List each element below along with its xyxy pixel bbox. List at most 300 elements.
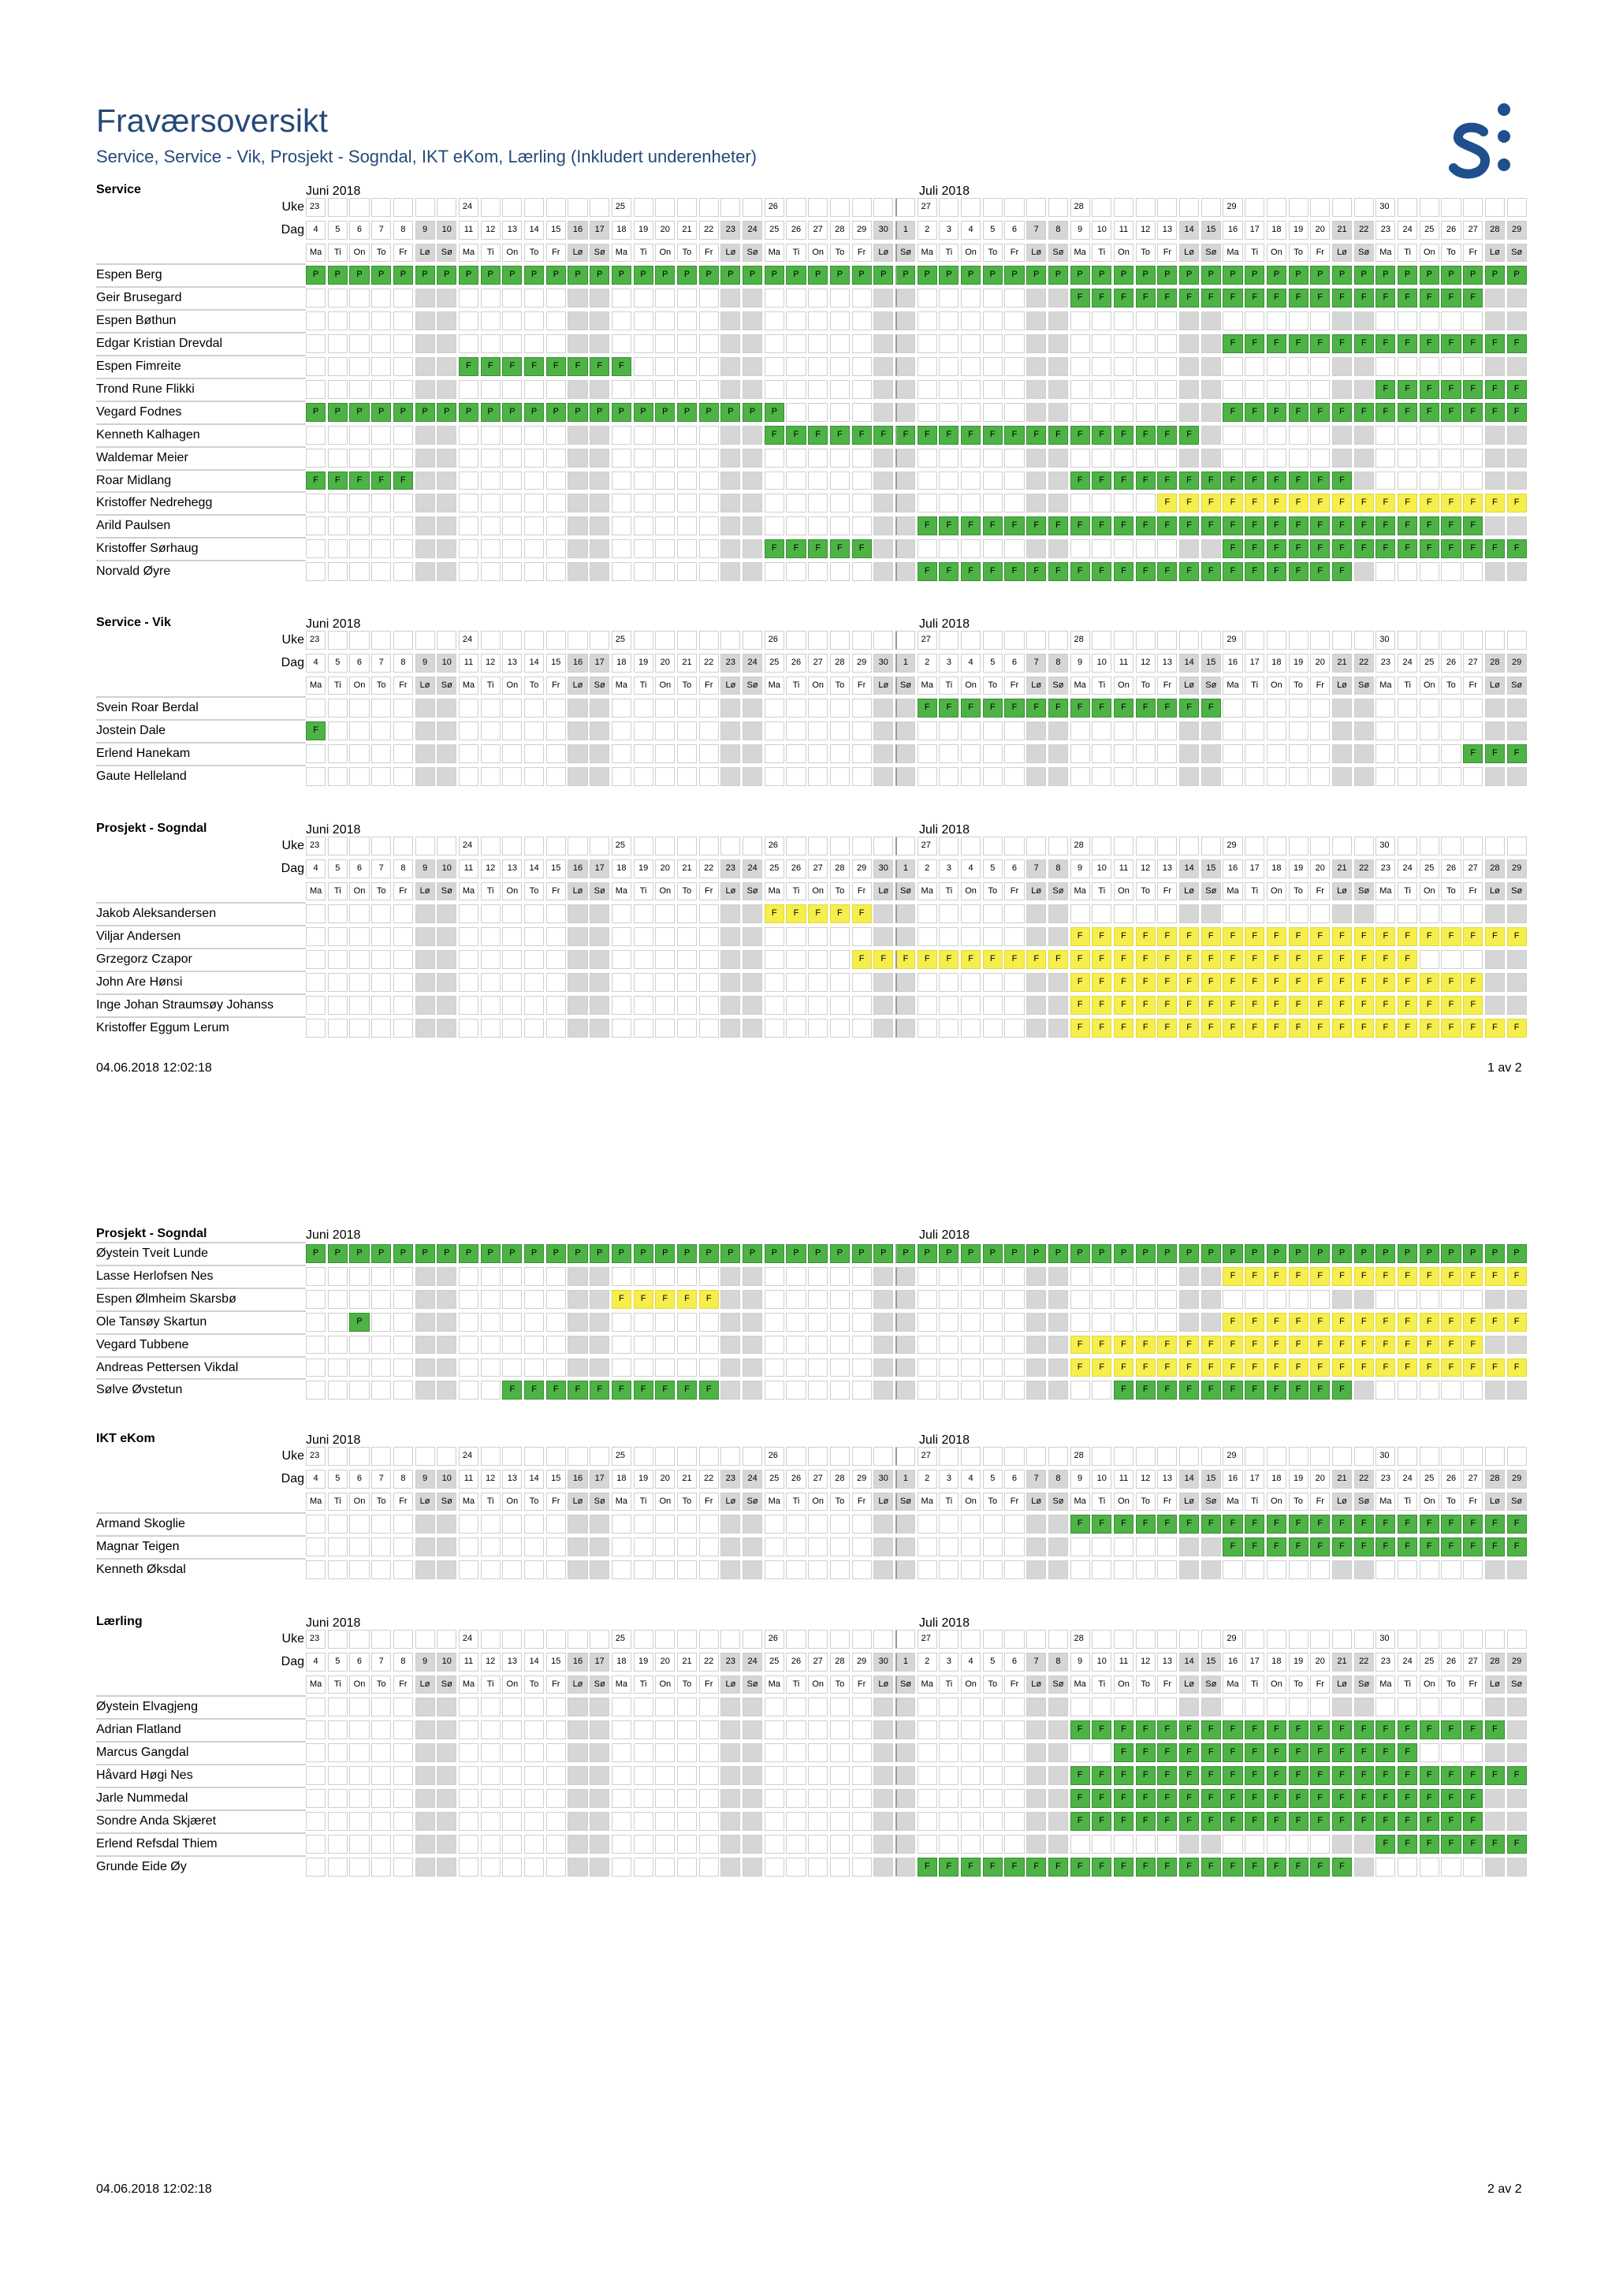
- day-number: 6: [349, 1653, 369, 1672]
- absence-cell: F: [1420, 1789, 1439, 1808]
- absence-cell: F: [371, 472, 391, 490]
- day-cell: [852, 289, 872, 308]
- absence-cell: F: [1441, 1515, 1461, 1534]
- absence-cell: F: [1070, 289, 1090, 308]
- day-cell: [568, 1538, 587, 1556]
- day-cell: [1441, 311, 1461, 330]
- absence-cell: F: [918, 1858, 937, 1877]
- day-cell: [306, 1359, 326, 1377]
- absence-cell: F: [961, 950, 981, 969]
- day-cell: [437, 721, 456, 740]
- day-cell: [655, 426, 675, 445]
- day-cell: [720, 1766, 740, 1785]
- day-cell: [393, 1766, 413, 1785]
- absence-cell: F: [852, 950, 872, 969]
- week-number: 23: [306, 1447, 326, 1466]
- day-cell: [371, 1515, 391, 1534]
- employee-name: Vegard Tubbene: [96, 1337, 189, 1351]
- day-cell: [393, 494, 413, 512]
- day-cell: [546, 472, 566, 490]
- weekday-label: On: [1114, 244, 1133, 263]
- day-number: 18: [1267, 654, 1286, 673]
- day-cell: [612, 950, 631, 969]
- day-cell: [1245, 1560, 1264, 1579]
- employee-name: Andreas Pettersen Vikdal: [96, 1360, 239, 1374]
- day-cell: [983, 927, 1003, 946]
- day-cell: [502, 516, 522, 535]
- day-number: 26: [786, 859, 806, 878]
- day-cell: [481, 1515, 501, 1534]
- day-cell: [765, 927, 784, 946]
- row-divider: [96, 765, 306, 766]
- week-cell: [481, 1447, 501, 1466]
- row-divider: [96, 1810, 306, 1811]
- day-cell: [677, 699, 697, 718]
- absence-cell: F: [1114, 1743, 1133, 1762]
- weekday-label: Sø: [1201, 676, 1221, 695]
- day-cell: [568, 1789, 587, 1808]
- week-cell: [1354, 1630, 1374, 1649]
- absence-cell: F: [1267, 927, 1286, 946]
- absence-cell: F: [1289, 403, 1308, 422]
- day-number: 19: [634, 1653, 653, 1672]
- day-cell: [481, 1560, 501, 1579]
- day-cell: [1092, 1267, 1111, 1286]
- week-cell: [1004, 837, 1024, 855]
- week-number: 28: [1070, 631, 1090, 650]
- week-cell: [895, 837, 915, 855]
- day-cell: [1201, 449, 1221, 468]
- absence-cell: F: [1267, 334, 1286, 353]
- weekday-label: To: [524, 882, 544, 901]
- absence-cell: F: [1179, 494, 1199, 512]
- day-cell: [459, 699, 478, 718]
- week-cell: [743, 1630, 762, 1649]
- day-cell: [852, 1515, 872, 1534]
- day-cell: [1092, 1538, 1111, 1556]
- day-cell: [1201, 744, 1221, 763]
- day-cell: [677, 767, 697, 786]
- absence-cell: F: [1136, 1720, 1156, 1739]
- day-number: 18: [612, 221, 631, 240]
- absence-cell: F: [939, 950, 959, 969]
- absence-cell: F: [1441, 1538, 1461, 1556]
- absence-cell: F: [1267, 1720, 1286, 1739]
- absence-cell: F: [1201, 472, 1221, 490]
- weekday-label: On: [961, 676, 981, 695]
- day-cell: [1070, 1290, 1090, 1309]
- day-cell: [459, 1515, 478, 1534]
- day-cell: [546, 996, 566, 1015]
- weekday-label: Ti: [1092, 244, 1111, 263]
- day-cell: [634, 1720, 653, 1739]
- day-cell: [1375, 767, 1395, 786]
- absence-cell: F: [1354, 1313, 1374, 1332]
- day-number: 14: [524, 221, 544, 240]
- day-cell: [1026, 1766, 1046, 1785]
- week-cell: [961, 837, 981, 855]
- row-divider: [96, 1787, 306, 1788]
- day-cell: [524, 1720, 544, 1739]
- absence-cell: P: [415, 266, 435, 285]
- day-cell: [612, 1720, 631, 1739]
- day-cell: [961, 767, 981, 786]
- day-cell: [918, 334, 937, 353]
- day-cell: [786, 1019, 806, 1038]
- day-number: 4: [306, 1653, 326, 1672]
- week-cell: [634, 198, 653, 217]
- weekday-label: Fr: [1004, 882, 1024, 901]
- day-cell: [1092, 1835, 1111, 1854]
- day-cell: [481, 1789, 501, 1808]
- weekday-label: To: [1136, 1493, 1156, 1511]
- absence-cell: F: [699, 1290, 719, 1309]
- weekday-label: To: [1289, 882, 1308, 901]
- absence-cell: P: [1375, 1244, 1395, 1263]
- day-cell: [1026, 744, 1046, 763]
- day-cell: [655, 494, 675, 512]
- day-cell: [1507, 449, 1527, 468]
- weekday-label: To: [1441, 244, 1461, 263]
- day-cell: [830, 472, 850, 490]
- absence-cell: F: [1463, 1766, 1483, 1785]
- day-cell: [1157, 1698, 1177, 1716]
- absence-cell: F: [1354, 996, 1374, 1015]
- day-number: 15: [546, 859, 566, 878]
- day-number: 4: [306, 1470, 326, 1489]
- day-cell: [546, 904, 566, 923]
- weekday-label: To: [983, 1675, 1003, 1694]
- weekday-label: Ti: [786, 244, 806, 263]
- absence-cell: F: [1310, 289, 1330, 308]
- day-cell: [1026, 403, 1046, 422]
- day-cell: [1507, 699, 1527, 718]
- week-cell: [1310, 1447, 1330, 1466]
- day-cell: [786, 1267, 806, 1286]
- weekday-label: Ma: [459, 1675, 478, 1694]
- absence-cell: F: [1179, 426, 1199, 445]
- weekday-label: Lø: [1332, 1493, 1352, 1511]
- day-cell: [349, 357, 369, 376]
- day-cell: [677, 472, 697, 490]
- absence-cell: F: [1092, 973, 1111, 992]
- day-cell: [743, 472, 762, 490]
- day-cell: [1441, 904, 1461, 923]
- weekday-label: Lø: [1026, 244, 1046, 263]
- weekday-label: Ti: [1245, 1493, 1264, 1511]
- day-cell: [1201, 311, 1221, 330]
- day-cell: [1354, 472, 1374, 490]
- day-cell: [873, 1381, 893, 1400]
- day-number: 7: [371, 654, 391, 673]
- employee-name: Grzegorz Czapor: [96, 952, 192, 967]
- day-cell: [371, 357, 391, 376]
- day-cell: [786, 311, 806, 330]
- day-number: 26: [1441, 1653, 1461, 1672]
- absence-cell: F: [765, 426, 784, 445]
- row-divider: [96, 971, 306, 972]
- absence-cell: F: [1245, 996, 1264, 1015]
- absence-cell: F: [1463, 1515, 1483, 1534]
- day-cell: [808, 1381, 828, 1400]
- day-cell: [1375, 1290, 1395, 1309]
- day-cell: [655, 1313, 675, 1332]
- day-cell: [786, 1336, 806, 1355]
- day-cell: [590, 494, 609, 512]
- day-cell: [765, 744, 784, 763]
- row-divider: [96, 1535, 306, 1537]
- day-cell: [1398, 1698, 1417, 1716]
- day-number: 10: [437, 654, 456, 673]
- weekday-label: On: [502, 676, 522, 695]
- absence-cell: F: [1136, 1336, 1156, 1355]
- absence-cell: F: [1463, 1720, 1483, 1739]
- day-number: 13: [1157, 1653, 1177, 1672]
- week-cell: [1157, 198, 1177, 217]
- weekday-label: Sø: [1048, 1493, 1068, 1511]
- day-cell: [655, 289, 675, 308]
- day-cell: [437, 699, 456, 718]
- day-cell: [634, 1858, 653, 1877]
- absence-cell: F: [1201, 1858, 1221, 1877]
- week-cell: [437, 198, 456, 217]
- weekday-label: Ti: [1092, 1493, 1111, 1511]
- absence-cell: F: [1332, 1515, 1352, 1534]
- absence-cell: F: [895, 426, 915, 445]
- day-cell: [1114, 311, 1133, 330]
- day-cell: [524, 1560, 544, 1579]
- day-cell: [655, 996, 675, 1015]
- absence-cell: F: [1092, 562, 1111, 581]
- day-cell: [961, 1381, 981, 1400]
- absence-cell: P: [306, 266, 326, 285]
- absence-cell: F: [1179, 1515, 1199, 1534]
- week-cell: [939, 837, 959, 855]
- day-number: 25: [1420, 654, 1439, 673]
- day-cell: [1136, 334, 1156, 353]
- day-cell: [786, 1812, 806, 1831]
- absence-cell: F: [1223, 334, 1242, 353]
- day-cell: [808, 1336, 828, 1355]
- day-cell: [830, 1336, 850, 1355]
- day-number: 5: [983, 1470, 1003, 1489]
- absence-cell: F: [1223, 1812, 1242, 1831]
- absence-cell: P: [1507, 1244, 1527, 1263]
- row-divider: [96, 925, 306, 926]
- absence-cell: F: [1420, 996, 1439, 1015]
- day-number: 22: [699, 1653, 719, 1672]
- day-cell: [612, 1336, 631, 1355]
- absence-cell: F: [1289, 334, 1308, 353]
- day-cell: [1485, 311, 1505, 330]
- absence-cell: P: [1048, 266, 1068, 285]
- absence-cell: F: [1179, 516, 1199, 535]
- day-number: 17: [1245, 859, 1264, 878]
- day-number: 22: [699, 1470, 719, 1489]
- day-cell: [502, 426, 522, 445]
- day-cell: [328, 1720, 348, 1739]
- day-cell: [655, 699, 675, 718]
- day-cell: [481, 562, 501, 581]
- day-number: 23: [720, 654, 740, 673]
- day-cell: [765, 311, 784, 330]
- week-cell: [1420, 631, 1439, 650]
- employee-name: Kristoffer Sørhaug: [96, 542, 199, 556]
- absence-cell: F: [1463, 289, 1483, 308]
- absence-cell: F: [1507, 1359, 1527, 1377]
- absence-cell: P: [1332, 266, 1352, 285]
- day-cell: [830, 1789, 850, 1808]
- absence-cell: F: [1157, 996, 1177, 1015]
- day-cell: [328, 1789, 348, 1808]
- day-number: 12: [1136, 1653, 1156, 1672]
- day-cell: [349, 721, 369, 740]
- day-cell: [1048, 539, 1068, 558]
- day-cell: [699, 334, 719, 353]
- weekday-label: Sø: [895, 882, 915, 901]
- day-cell: [983, 904, 1003, 923]
- employee-name: Espen Berg: [96, 268, 162, 282]
- day-cell: [502, 973, 522, 992]
- row-divider: [96, 560, 306, 561]
- weekday-label: On: [1420, 1675, 1439, 1694]
- absence-cell: F: [1267, 1789, 1286, 1808]
- row-divider: [96, 1333, 306, 1335]
- day-number: 15: [546, 1470, 566, 1489]
- day-cell: [852, 403, 872, 422]
- day-number: 26: [786, 654, 806, 673]
- weekday-label: On: [502, 1493, 522, 1511]
- week-cell: [546, 1630, 566, 1649]
- day-cell: [743, 1267, 762, 1286]
- day-cell: [939, 380, 959, 399]
- absence-cell: P: [371, 266, 391, 285]
- absence-cell: F: [1245, 539, 1264, 558]
- absence-cell: P: [1289, 1244, 1308, 1263]
- day-cell: [371, 289, 391, 308]
- week-number: 28: [1070, 837, 1090, 855]
- week-cell: [415, 631, 435, 650]
- absence-cell: F: [1354, 1812, 1374, 1831]
- weekday-label: To: [1441, 1493, 1461, 1511]
- day-cell: [634, 1835, 653, 1854]
- absence-cell: F: [1223, 1019, 1242, 1038]
- day-cell: [655, 472, 675, 490]
- row-divider: [96, 423, 306, 425]
- absence-cell: F: [939, 699, 959, 718]
- absence-cell: P: [1507, 266, 1527, 285]
- day-cell: [349, 1858, 369, 1877]
- day-cell: [1441, 357, 1461, 376]
- absence-cell: F: [1157, 1515, 1177, 1534]
- absence-cell: F: [1070, 1515, 1090, 1534]
- weekday-label: To: [830, 1493, 850, 1511]
- absence-cell: F: [1398, 1359, 1417, 1377]
- day-cell: [590, 380, 609, 399]
- absence-cell: F: [1310, 403, 1330, 422]
- day-cell: [590, 950, 609, 969]
- day-cell: [437, 744, 456, 763]
- day-cell: [939, 1743, 959, 1762]
- week-cell: [1354, 1447, 1374, 1466]
- day-cell: [677, 1538, 697, 1556]
- day-cell: [568, 996, 587, 1015]
- day-cell: [1441, 426, 1461, 445]
- day-cell: [328, 449, 348, 468]
- weekday-label: Sø: [1507, 676, 1527, 695]
- absence-cell: F: [961, 1858, 981, 1877]
- day-cell: [895, 767, 915, 786]
- weekday-label: Ma: [765, 676, 784, 695]
- absence-cell: F: [1092, 1789, 1111, 1808]
- day-cell: [808, 1515, 828, 1534]
- day-cell: [1485, 904, 1505, 923]
- day-cell: [415, 973, 435, 992]
- day-cell: [1485, 973, 1505, 992]
- week-cell: [1420, 837, 1439, 855]
- day-number: 19: [1289, 859, 1308, 878]
- day-cell: [306, 1313, 326, 1332]
- absence-cell: P: [1398, 266, 1417, 285]
- week-number: 26: [765, 1447, 784, 1466]
- weekday-label: To: [830, 882, 850, 901]
- day-number: 9: [415, 859, 435, 878]
- day-number: 5: [983, 859, 1003, 878]
- week-number: 23: [306, 1630, 326, 1649]
- day-cell: [895, 1267, 915, 1286]
- day-cell: [328, 1766, 348, 1785]
- day-cell: [830, 950, 850, 969]
- weekday-label: Fr: [546, 1675, 566, 1694]
- day-number: 6: [1004, 1653, 1024, 1672]
- day-cell: [1157, 357, 1177, 376]
- week-number: 28: [1070, 198, 1090, 217]
- day-cell: [1375, 472, 1395, 490]
- day-cell: [612, 744, 631, 763]
- absence-cell: F: [1375, 927, 1395, 946]
- day-cell: [830, 334, 850, 353]
- absence-cell: P: [677, 403, 697, 422]
- day-number: 5: [328, 859, 348, 878]
- day-number: 10: [1092, 859, 1111, 878]
- week-cell: [655, 1630, 675, 1649]
- day-cell: [1485, 1560, 1505, 1579]
- weekday-label: Sø: [1201, 1493, 1221, 1511]
- day-cell: [1092, 1560, 1111, 1579]
- day-cell: [655, 767, 675, 786]
- absence-cell: F: [1267, 1858, 1286, 1877]
- day-number: 18: [1267, 1470, 1286, 1489]
- week-cell: [1485, 1447, 1505, 1466]
- day-cell: [743, 1290, 762, 1309]
- day-cell: [852, 721, 872, 740]
- day-cell: [786, 1789, 806, 1808]
- day-cell: [328, 1019, 348, 1038]
- absence-cell: F: [306, 472, 326, 490]
- day-cell: [1070, 311, 1090, 330]
- day-cell: [568, 904, 587, 923]
- day-cell: [1092, 1743, 1111, 1762]
- weekday-label: Ti: [1245, 244, 1264, 263]
- row-divider: [96, 1288, 306, 1289]
- day-number: 10: [1092, 221, 1111, 240]
- day-cell: [1507, 721, 1527, 740]
- day-cell: [852, 699, 872, 718]
- absence-cell: F: [1354, 1019, 1374, 1038]
- absence-cell: F: [1157, 950, 1177, 969]
- day-cell: [765, 721, 784, 740]
- absence-cell: F: [1092, 950, 1111, 969]
